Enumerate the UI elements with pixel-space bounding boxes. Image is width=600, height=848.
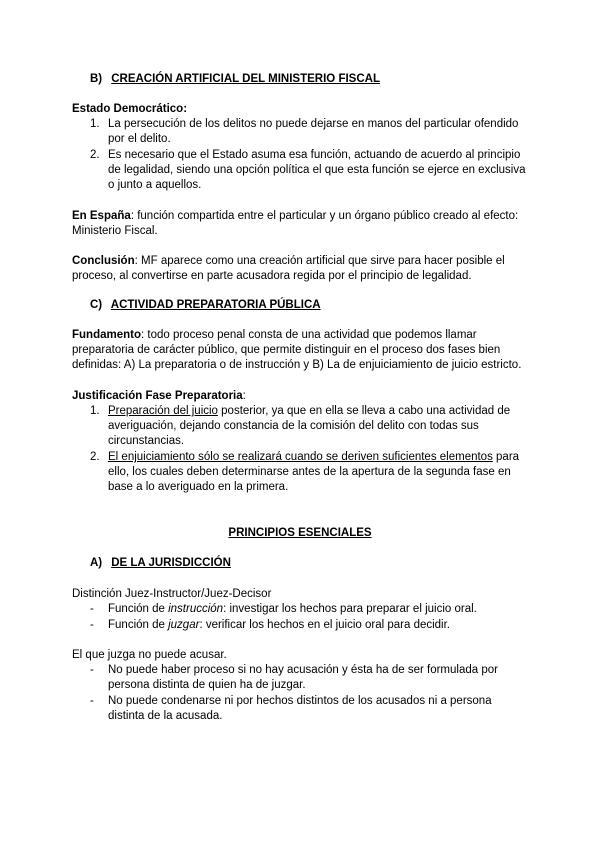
justificacion-colon: :: [242, 390, 246, 402]
estado-label: Estado Democrático:: [72, 103, 188, 115]
underlined-phrase: Preparación del juicio: [108, 405, 218, 417]
list-marker: -: [90, 664, 94, 676]
conclusion-text: : MF aparece como una creación artificial que sirve para hacer posible el proceso, al convertirse en parte acusadora regida por el principio de legalidad.: [72, 255, 505, 282]
list-item-text: No puede haber proceso si no hay acusación y ésta ha de ser formulada por persona distinta de quien ha de juzgar.: [108, 664, 498, 691]
list-item-text: [108, 450, 530, 495]
section-a-title: DE LA JURISDICCIÓN: [111, 557, 231, 569]
item-rest-text: : verificar los hechos en el juicio oral para decidir.: [199, 619, 451, 631]
fundamento-paragraph: [72, 328, 532, 373]
fundamento-text: : todo proceso penal consta de una actividad que podemos llamar preparatoria de carácter público, que permite distinguir en el proceso dos fases bien definidas: A) La preparatoria o de instrucción y B) La de enjuiciamiento de juicio estricto.: [72, 329, 522, 371]
item-prefix: Función de: [108, 603, 169, 615]
list-marker: 2.: [90, 149, 100, 161]
juzga-item-1: [90, 663, 530, 693]
list-item-text: No puede condenarse ni por hechos distintos de los acusados ni a persona distinta de la acusada.: [108, 695, 492, 722]
list-item-text: [108, 618, 530, 633]
justificacion-heading: [72, 389, 532, 404]
item-rest-text: : investigar los hechos para preparar el juicio oral.: [223, 603, 477, 615]
estado-item-1: [90, 117, 530, 147]
list-marker: 1.: [90, 118, 100, 130]
italic-term: juzgar: [168, 619, 200, 631]
conclusion-label: Conclusión: [72, 255, 135, 267]
section-b-title: CREACIÓN ARTIFICIAL DEL MINISTERIO FISCAL: [111, 73, 380, 85]
section-c-heading: [90, 298, 321, 313]
justificacion-item-2: [90, 450, 530, 495]
list-marker: 2.: [90, 451, 100, 463]
section-a-heading: [90, 556, 231, 571]
section-b-heading: [90, 72, 380, 87]
section-c-title: ACTIVIDAD PREPARATORIA PÚBLICA: [110, 299, 321, 311]
espana-text: : función compartida entre el particular y un órgano público creado al efecto: Ministerio Fiscal.: [72, 210, 519, 237]
list-item-text: La persecución de los delitos no puede dejarse en manos del particular ofendido por el delito.: [108, 118, 519, 145]
justificacion-label: Justificación Fase Preparatoria: [72, 390, 243, 402]
justificacion-item-1: [90, 404, 530, 449]
list-marker: -: [90, 619, 94, 631]
list-item-text: Es necesario que el Estado asuma esa función, actuando de acuerdo al principio de legalidad, siendo una opción política el que esta función se ejerce en exclusiva o junto a aquellos.: [108, 149, 526, 191]
principios-title: PRINCIPIOS ESENCIALES: [228, 527, 372, 539]
item-rest-text: para ello, los cuales deben determinarse antes de la apertura de la segunda fase en base a lo averiguado en la primera.: [108, 451, 520, 493]
list-marker: 1.: [90, 405, 100, 417]
juzga-item-2: [90, 694, 530, 724]
item-prefix: Función de: [108, 619, 169, 631]
italic-term: instrucción: [168, 603, 224, 615]
list-item-text: [108, 602, 530, 617]
underlined-phrase: El enjuiciamiento sólo se realizará cuando se deriven suficientes elementos: [108, 451, 493, 463]
funcion-item-1: [90, 602, 530, 617]
juzga-text: El que juzga no puede acusar.: [72, 649, 227, 661]
section-b-number: B): [90, 73, 103, 85]
item-rest-text: posterior, ya que en ella se lleva a cabo una actividad de averiguación, dejando constancia de la comisión del delito con todas sus circunstancias.: [108, 405, 511, 447]
espana-paragraph: [72, 209, 532, 239]
section-a-number: A): [90, 557, 103, 569]
list-marker: -: [90, 695, 94, 707]
list-marker: -: [90, 603, 94, 615]
list-item-text: [108, 404, 530, 449]
espana-label: En España: [72, 210, 131, 222]
conclusion-paragraph: [72, 254, 532, 284]
principios-title-wrap: [0, 526, 600, 541]
estado-item-2: [90, 148, 530, 193]
fundamento-label: Fundamento: [72, 329, 141, 341]
section-c-number: C): [90, 299, 103, 311]
funcion-item-2: [90, 618, 530, 633]
distincion-text: Distinción Juez-Instructor/Juez-Decisor: [72, 588, 272, 600]
